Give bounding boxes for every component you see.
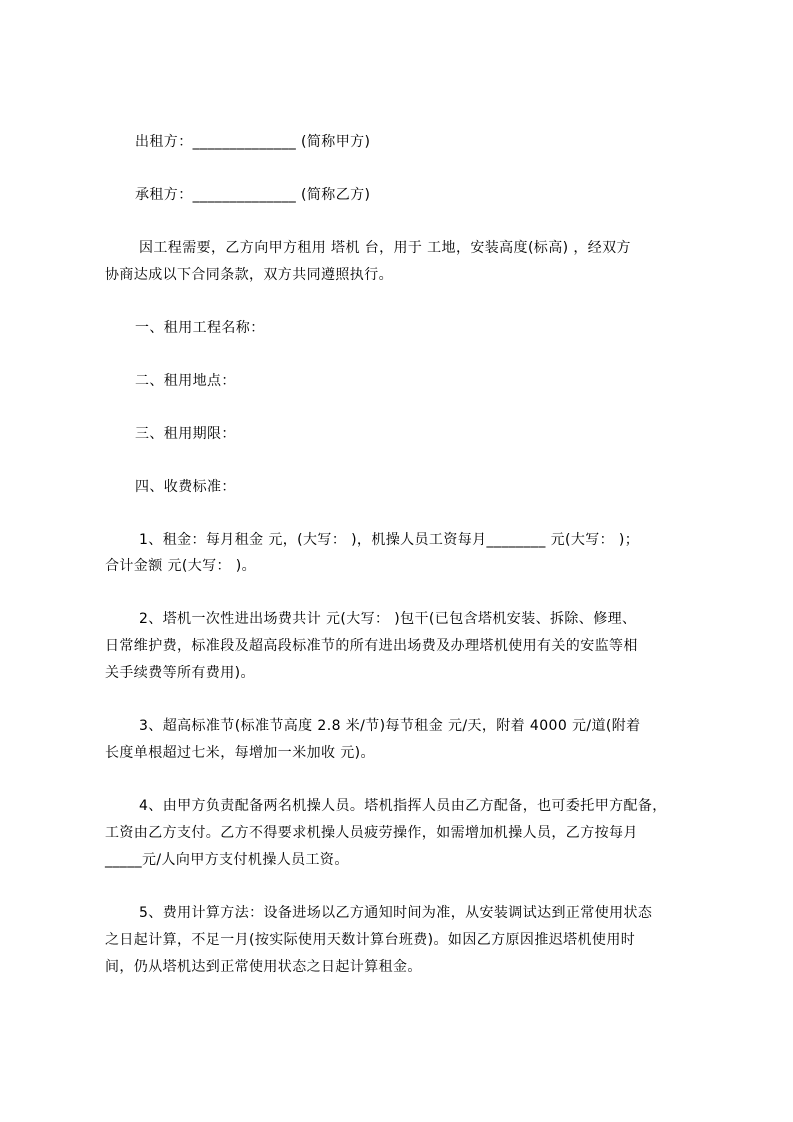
item-5-line-1: 5、费用计算方法：设备进场以乙方通知时间为准，从安装调试达到正常使用状态 — [139, 905, 653, 921]
item-5-line-2: 之日起计算，不足一月(按实际使用天数计算台班费)。如因乙方原因推迟塔机使用时 — [105, 932, 636, 948]
section-fee-standard: 四、收费标准： — [135, 479, 236, 495]
lessee-line: 承租方：______________ (简称乙方) — [135, 187, 371, 203]
intro-line-1: 因工程需要，乙方向甲方租用 塔机 台，用于 工地，安装高度(标高) ，经双方 — [139, 240, 631, 256]
item-4-line-3: _____元/人向甲方支付机操人员工资。 — [105, 852, 349, 868]
item-4-line-1: 4、由甲方负责配备两名机操人员。塔机指挥人员由乙方配备，也可委托甲方配备， — [139, 798, 667, 814]
intro-line-2: 协商达成以下合同条款，双方共同遵照执行。 — [105, 267, 393, 283]
item-5-line-3: 间，仍从塔机达到正常使用状态之日起计算租金。 — [105, 959, 422, 975]
item-3-line-1: 3、超高标准节(标准节高度 2.8 米/节)每节租金 元/天，附着 4000 元/道(附着 — [139, 718, 641, 734]
section-term: 三、租用期限： — [135, 426, 236, 442]
section-location: 二、租用地点： — [135, 373, 236, 389]
item-2-line-2: 日常维护费，标准段及超高段标准节的所有进出场费及办理塔机使用有关的安监等相 — [105, 638, 638, 654]
item-3-line-2: 长度单根超过七米，每增加一米加收 元)。 — [105, 745, 375, 761]
item-1-line-2: 合计金额 元(大写： )。 — [105, 558, 257, 574]
item-4-line-2: 工资由乙方支付。乙方不得要求机操人员疲劳操作，如需增加机操人员，乙方按每月 — [105, 825, 638, 841]
item-1-line-1: 1、租金：每月租金 元，(大写： )，机操人员工资每月________ 元(大写： )； — [139, 532, 640, 548]
lessor-line: 出租方：______________ (简称甲方) — [135, 134, 371, 150]
section-project-name: 一、租用工程名称： — [135, 320, 265, 336]
item-2-line-1: 2、塔机一次性进出场费共计 元(大写： )包干(已包含塔机安装、拆除、修理、 — [139, 611, 637, 627]
item-2-line-3: 关手续费等所有费用)。 — [105, 665, 255, 681]
